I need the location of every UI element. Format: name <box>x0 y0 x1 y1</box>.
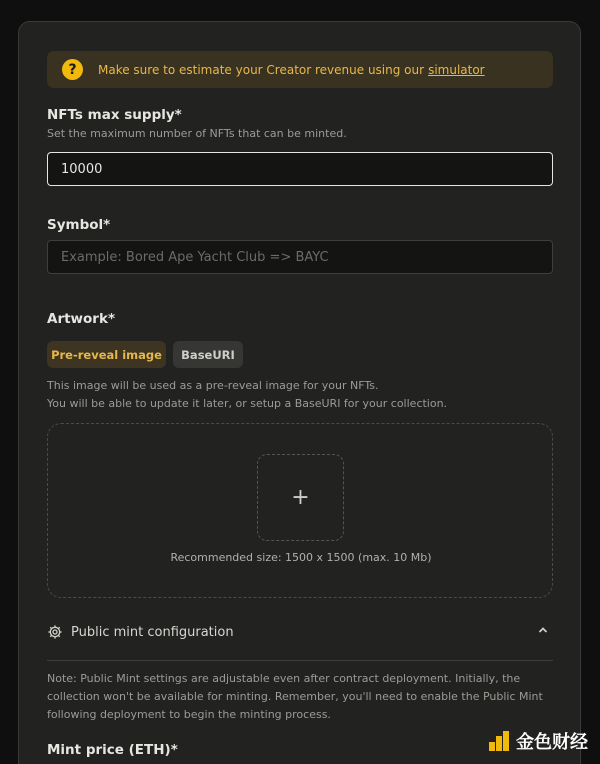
recommended-size-text: Recommended size: 1500 x 1500 (max. 10 Mb) <box>170 551 432 564</box>
symbol-label: Symbol* <box>47 217 111 233</box>
gear-icon <box>47 624 63 640</box>
plus-icon: + <box>291 485 310 510</box>
chevron-up-icon[interactable] <box>537 624 549 636</box>
notice-banner <box>47 51 553 88</box>
artwork-help-line-2: You will be able to update it later, or setup a BaseURI for your collection. <box>47 397 448 410</box>
max-supply-help: Set the maximum number of NFTs that can be minted. <box>47 127 347 140</box>
tab-pre-reveal-image[interactable]: Pre-reveal image <box>47 341 166 368</box>
section-divider <box>47 660 553 661</box>
watermark <box>488 728 588 754</box>
tab-baseuri[interactable]: BaseURI <box>173 341 243 368</box>
simulator-link[interactable]: simulator <box>428 62 485 77</box>
brand-logo-icon <box>488 730 510 752</box>
upload-image-button[interactable] <box>257 454 344 541</box>
public-mint-title: Public mint configuration <box>71 624 234 640</box>
image-dropzone[interactable] <box>47 423 553 598</box>
artwork-label: Artwork* <box>47 311 116 327</box>
max-supply-label: NFTs max supply* <box>47 107 182 123</box>
watermark-text: 金色财经 <box>516 732 588 753</box>
public-mint-section-toggle[interactable] <box>47 620 553 644</box>
public-mint-note-line-3: following deployment to begin the minting process. <box>47 708 331 721</box>
public-mint-note-line-2: collection won't be available for minting. Remember, you'll need to enable the Public Mint <box>47 690 543 703</box>
artwork-help-line-1: This image will be used as a pre-reveal image for your NFTs. <box>47 379 379 392</box>
question-icon: ? <box>62 59 83 80</box>
form-panel <box>18 21 581 764</box>
notice-text: Make sure to estimate your Creator revenue using our <box>98 62 425 77</box>
public-mint-note-line-1: Note: Public Mint settings are adjustable even after contract deployment. Initially, the <box>47 672 521 685</box>
symbol-input[interactable] <box>47 240 553 274</box>
max-supply-input[interactable] <box>47 152 553 186</box>
mint-price-label: Mint price (ETH)* <box>47 742 178 758</box>
